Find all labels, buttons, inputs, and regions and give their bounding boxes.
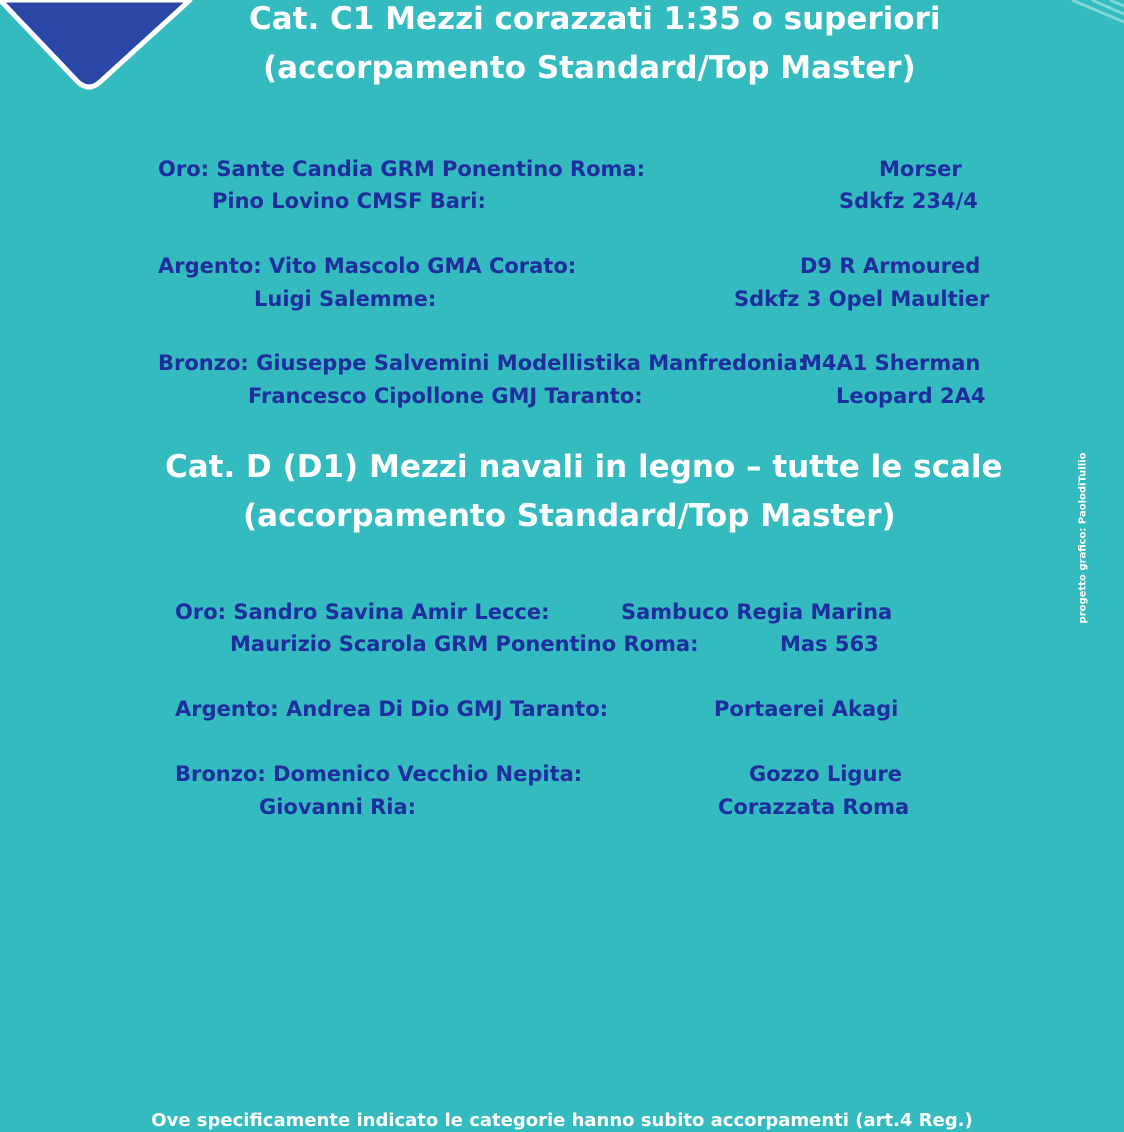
d1-entry-model: Sambuco Regia Marina xyxy=(621,600,893,624)
section-c1-heading xyxy=(0,0,1124,93)
footnote-text: Ove specificamente indicato le categorie hanno subito accorpamenti (art.4 Reg.) xyxy=(151,1110,973,1131)
d1-entry-label: Giovanni Ria: xyxy=(259,795,417,819)
c1-entry-label: Francesco Cipollone GMJ Taranto: xyxy=(248,384,643,408)
section-c1-title-line-1: Cat. C1 Mezzi corazzati 1:35 o superiori xyxy=(249,1,941,37)
c1-entry-model: M4A1 Sherman xyxy=(801,351,981,375)
design-credit xyxy=(1072,452,1094,623)
c1-entry-model: Sdkfz 3 Opel Maultier xyxy=(734,287,990,311)
section-d1-heading xyxy=(0,443,1124,541)
c1-entry-model: Leopard 2A4 xyxy=(836,384,986,408)
section-c1-title-line-2: (accorpamento Standard/Top Master) xyxy=(263,50,916,86)
section-d1-title-line-1: Cat. D (D1) Mezzi navali in legno – tutte le scale xyxy=(165,449,1003,485)
c1-entry-model: Sdkfz 234/4 xyxy=(839,189,978,213)
d1-entry-label: Argento: Andrea Di Dio GMJ Taranto: xyxy=(175,697,609,721)
c1-entry-label: Oro: Sante Candia GRM Ponentino Roma: xyxy=(158,157,645,181)
d1-entry-label: Bronzo: Domenico Vecchio Nepita: xyxy=(175,762,583,786)
c1-entry-label: Argento: Vito Mascolo GMA Corato: xyxy=(158,254,577,278)
c1-entry-label: Luigi Salemme: xyxy=(254,287,437,311)
c1-entry-model: Morser xyxy=(879,157,962,181)
d1-entry-model: Portaerei Akagi xyxy=(714,697,899,721)
c1-entry-label: Pino Lovino CMSF Bari: xyxy=(212,189,486,213)
c1-entry-model: D9 R Armoured xyxy=(800,254,981,278)
d1-entry-label: Oro: Sandro Savina Amir Lecce: xyxy=(175,600,550,624)
c1-entry-label: Bronzo: Giuseppe Salvemini Modellistika Manfredonia: xyxy=(158,351,807,375)
section-d1-title-line-2: (accorpamento Standard/Top Master) xyxy=(243,498,896,534)
d1-entry-model: Gozzo Ligure xyxy=(749,762,903,786)
d1-entry-model: Corazzata Roma xyxy=(718,795,910,819)
design-credit-text: progetto grafico: PaolodiTullio xyxy=(1077,452,1089,623)
d1-entry-model: Mas 563 xyxy=(780,632,879,656)
d1-entry-label: Maurizio Scarola GRM Ponentino Roma: xyxy=(230,632,699,656)
